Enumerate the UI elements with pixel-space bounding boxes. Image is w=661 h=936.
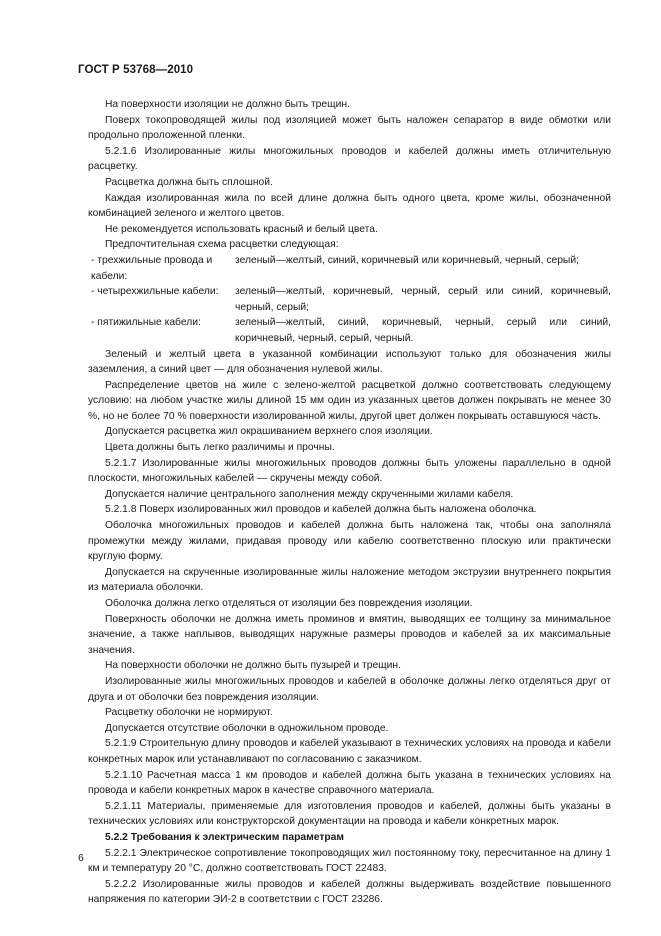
- paragraph: Поверхность оболочки не должна иметь проминов и вмятин, выводящих ее толщину за минимальное значение, а также наплывов, выводящих наружные размеры проводов и кабелей за их максимальные значения.: [88, 613, 611, 656]
- paragraph: Допускается наличие центрального заполнения между скрученными жилами кабеля.: [105, 488, 514, 500]
- color-scheme-row: [88, 253, 611, 284]
- paragraph: 5.2.2.1 Электрическое сопротивление токопроводящих жил постоянному току, пересчитанное на длину 1 км и температуру 20 °С, должно соответствовать ГОСТ 22483.: [88, 847, 611, 875]
- page-body: [88, 97, 611, 908]
- paragraph: Цвета должны быть легко различимы и прочны.: [105, 442, 335, 454]
- paragraph: 5.2.1.8 Поверх изолированных жил проводов и кабелей должна быть наложена оболочка.: [105, 504, 537, 516]
- paragraph: Расцветка должна быть сплошной.: [105, 176, 273, 188]
- color-scheme-value: зеленый—желтый, синий, коричневый или коричневый, черный, серый;: [235, 254, 579, 266]
- color-scheme-row: [88, 315, 611, 346]
- document-header: ГОСТ Р 53768—2010: [78, 64, 194, 76]
- paragraph: Расцветку оболочки не нормируют.: [105, 707, 273, 719]
- paragraph: 5.2.2.2 Изолированные жилы проводов и кабелей должны выдерживать воздействие повышенного напряжения по категории ЭИ-2 в соответствии с ГОСТ 23286.: [88, 878, 611, 906]
- paragraph: 5.2.1.10 Расчетная масса 1 км проводов и кабелей должна быть указана в технических условиях на провода и кабели конкретных марок в качестве справочного материала.: [88, 769, 611, 797]
- paragraph: Зеленый и желтый цвета в указанной комбинации используют только для обозначения жилы заземления, а синий цвет — для обозначения нулевой жилы.: [88, 348, 611, 376]
- paragraph: Допускается отсутствие оболочки в одножильном проводе.: [105, 722, 389, 734]
- paragraph: Изолированные жилы многожильных проводов и кабелей в оболочке должны легко отделяться друг от друга и от оболочки без повреждения изоляции.: [88, 675, 611, 703]
- paragraph: 5.2.1.11 Материалы, применяемые для изготовления проводов и кабелей, должны быть указаны в технических условиях или конструкторской документации на провода и кабели конкретных марок.: [88, 800, 611, 828]
- color-scheme-list: [88, 253, 611, 347]
- paragraph: Распределение цветов на жиле с зелено-желтой расцветкой должно соответствовать следующему условию: на любом участке жилы длиной 15 мм один из указанных цветов должен покрывать не менее 30 %, но не более 70 % поверхности изолированной жилы, другой цвет должен покрывать оставшуюся часть.: [88, 379, 611, 422]
- paragraph: На поверхности оболочки не должно быть пузырей и трещин.: [105, 660, 401, 672]
- cable-type-label: - пятижильные кабели:: [91, 317, 201, 329]
- paragraph: Каждая изолированная жила по всей длине должна быть одного цвета, кроме жилы, обозначенной комбинацией зеленого и желтого цветов.: [88, 192, 611, 220]
- paragraph: 5.2.1.9 Строительную длину проводов и кабелей указывают в технических условиях на провода и кабели конкретных марок или устанавливают по согласованию с заказчиком.: [88, 738, 611, 765]
- paragraph: Предпочтительная схема расцветки следующая:: [105, 239, 339, 251]
- paragraph: Допускается расцветка жил окрашиванием верхнего слоя изоляции.: [105, 426, 433, 438]
- paragraph: 5.2.1.7 Изолированные жилы многожильных проводов должны быть уложены параллельно в одной плоскости, многожильных кабелей — скручены между собой.: [88, 457, 611, 485]
- paragraph: Поверх токопроводящей жилы под изоляцией может быть наложен сепаратор в виде обмотки или продольно проложенной пленки.: [88, 114, 611, 142]
- paragraph: 5.2.1.6 Изолированные жилы многожильных проводов и кабелей должны иметь отличительную расцветку.: [88, 145, 611, 173]
- paragraph: Не рекомендуется использовать красный и белый цвета.: [105, 223, 378, 235]
- cable-type-label: - трехжильные провода и кабели:: [91, 254, 213, 282]
- paragraph: Оболочка должна легко отделяться от изоляции без повреждения изоляции.: [105, 598, 473, 609]
- cable-type-label: - четырехжильные кабели:: [91, 286, 219, 298]
- paragraph: На поверхности изоляции не должно быть трещин.: [105, 99, 350, 110]
- color-scheme-value: зеленый—желтый, синий, коричневый, черный, серый или синий, коричневый, черный, серый, черный.: [235, 317, 611, 344]
- paragraph: Оболочка многожильных проводов и кабелей должна быть наложена так, чтобы она заполняла промежутки между жилами, придавая проводу или кабелю соответственно плоскую или практически круглую форму.: [88, 520, 611, 563]
- page-number: 6: [78, 852, 84, 864]
- color-scheme-value: зеленый—желтый, коричневый, черный, серый или синий, коричневый, черный, серый;: [235, 286, 611, 313]
- paragraph: Допускается на скрученные изолированные жилы наложение методом экструзии внутреннего покрытия из материала оболочки.: [88, 566, 611, 594]
- color-scheme-row: [88, 284, 611, 315]
- section-heading: 5.2.2 Требования к электрическим параметрам: [105, 831, 345, 843]
